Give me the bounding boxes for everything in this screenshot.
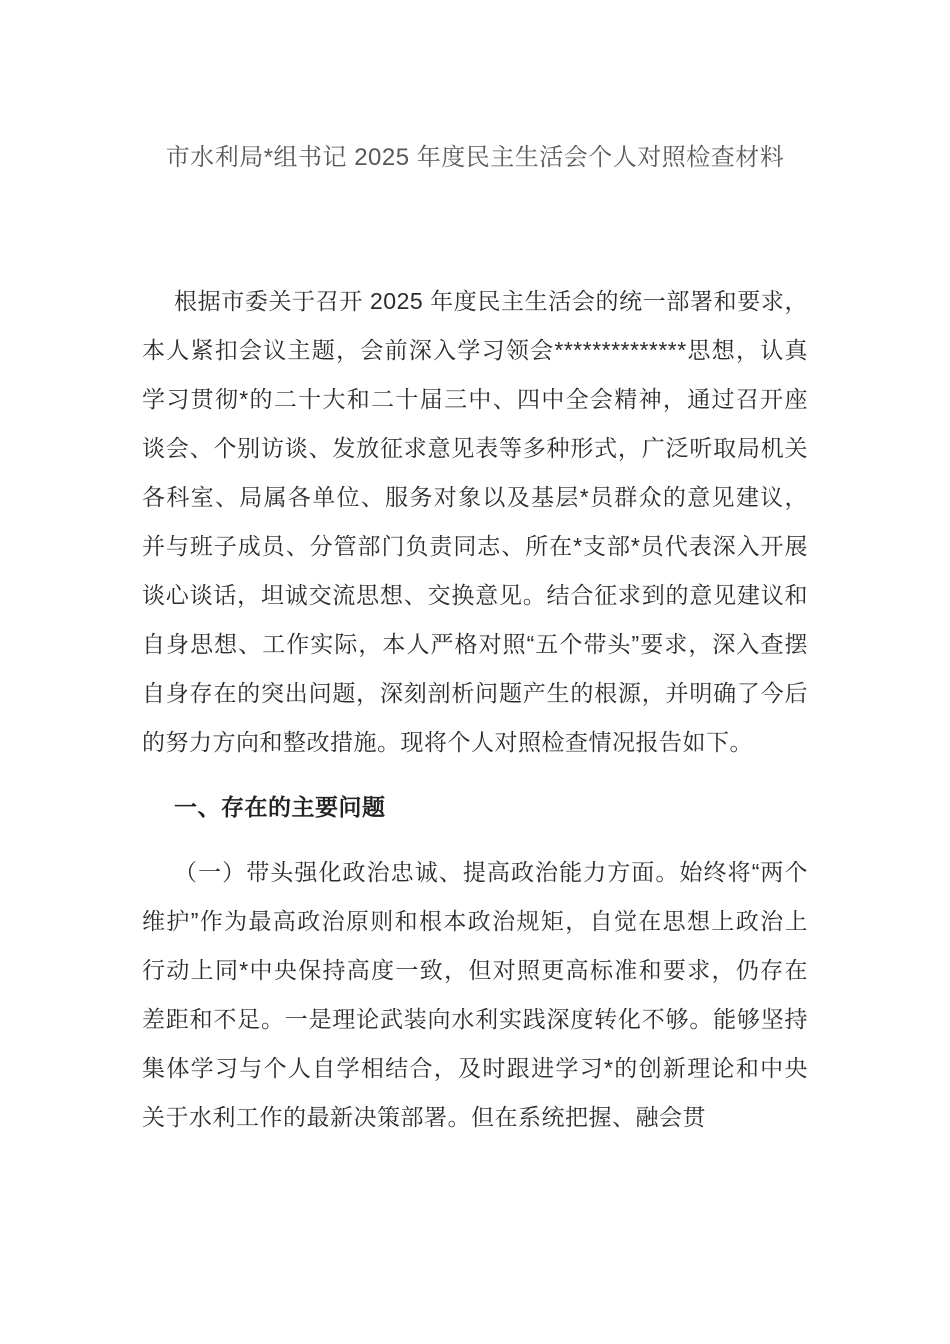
document-title: 市水利局*组书记 2025 年度民主生活会个人对照检查材料: [165, 144, 785, 171]
body-paragraph: 根据市委关于召开 2025 年度民主生活会的统一部署和要求，本人紧扣会议主题，会前深入学习领会**************思想，认真学习贯彻*的二十大和二十届三中、四中全会精神，通过召开座谈会、个别访谈、发放征求意见表等多种形式，广泛听取局机关各科室、局属各单位、服务对象以及基层*员群众的意见建议，并与班子成员、分管部门负责同志、所在*支部*员代表深入开展谈心谈话，坦诚交流思想、交换意见。结合征求到的意见建议和自身思想、工作实际，本人严格对照“五个带头”要求，深入查摆自身存在的突出问题，深刻剖析问题产生的根源，并明确了今后的努力方向和整改措施。现将个人对照检查情况报告如下。: [142, 288, 808, 755]
section-heading: 一、存在的主要问题: [174, 794, 386, 820]
document-body: [142, 277, 808, 1142]
body-paragraph: （一）带头强化政治忠诚、提高政治能力方面。始终将“两个维护”作为最高政治原则和根本政治规矩，自觉在思想上政治上行动上同*中央保持高度一致，但对照更高标准和要求，仍存在差距和不足。一是理论武装向水利实践深度转化不够。能够坚持集体学习与个人自学相结合，及时跟进学习*的创新理论和中央关于水利工作的最新决策部署。但在系统把握、融会贯: [142, 859, 808, 1130]
